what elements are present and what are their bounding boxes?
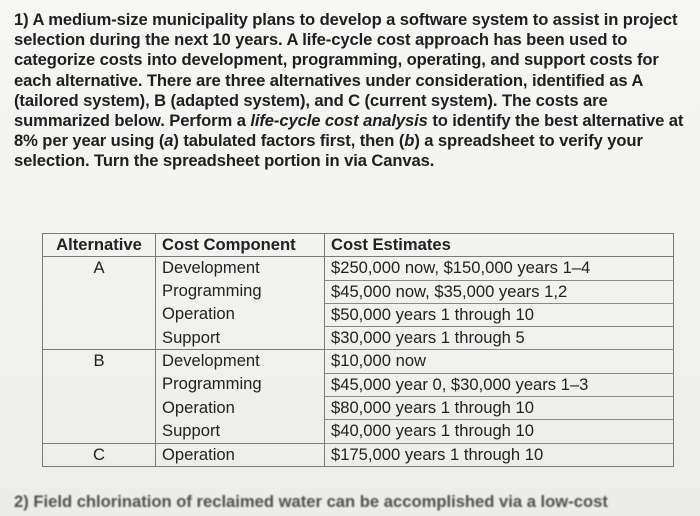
table-row [43,327,674,350]
cell-estimate: $250,000 now, $150,000 years 1–4 [325,257,674,280]
cell-component: Development [156,350,325,373]
cell-component: Operation [156,303,325,326]
cell-alternative [43,420,156,443]
problem-statement [14,10,696,172]
cell-estimate: $30,000 years 1 through 5 [325,327,674,350]
header-cost-estimates: Cost Estimates [325,234,674,257]
cell-alternative [43,373,156,396]
cell-component: Support [156,327,325,350]
problem-letter-b: b [404,131,415,151]
table-header-row [43,234,674,257]
cell-alternative [43,280,156,303]
cell-alternative [43,303,156,326]
problem-italic-term: life-cycle cost analysis [250,111,428,131]
cell-estimate: $50,000 years 1 through 10 [325,303,674,326]
table-row [43,397,674,420]
table-row [43,443,674,466]
problem-text-part3: ) tabulated factors first, then ( [173,131,405,151]
cell-estimate: $45,000 now, $35,000 years 1,2 [325,280,674,303]
cell-component: Operation [156,397,325,420]
problem-letter-a: a [164,131,174,151]
cell-alternative: A [43,257,156,280]
table-row [43,280,674,303]
problem-text-part2: to identify the best alternative at 8% per year using ( [14,111,684,151]
cell-alternative: B [43,350,156,373]
cell-estimate: $45,000 year 0, $30,000 years 1–3 [325,373,674,396]
cell-estimate: $80,000 years 1 through 10 [325,397,674,420]
next-problem-text: 2) Field chlorination of reclaimed water can be accomplished via a low-cost [14,492,608,511]
cost-table [42,233,674,467]
cell-estimate: $10,000 now [325,350,674,373]
cell-component: Programming [156,280,325,303]
cell-component: Development [156,257,325,280]
problem-text-part1: 1) A medium-size municipality plans to develop a software system to assist in project selection during the next 10 years. A life-cycle cost approach has been used to categorize costs into development, programming, operating, and support costs for each alternative. There are three alternatives under consideration, identified as A (tailored system), B (adapted system), and C (current system). The costs are summarized below. Perform a [14,10,678,131]
cell-component: Operation [156,443,325,466]
table-row [43,350,674,373]
cell-component: Programming [156,373,325,396]
cell-alternative: C [43,443,156,466]
header-alternative: Alternative [43,234,156,257]
cell-estimate: $175,000 years 1 through 10 [325,443,674,466]
problem-text-part4: ) a spreadsheet to verify your selection. Turn the spreadsheet portion in via Canvas. [14,131,643,171]
header-cost-component: Cost Component [156,234,325,257]
table-row [43,257,674,280]
table-row [43,303,674,326]
table-row [43,420,674,443]
cell-estimate: $40,000 years 1 through 10 [325,420,674,443]
cell-component: Support [156,420,325,443]
cell-alternative [43,397,156,420]
cell-alternative [43,327,156,350]
table-row [43,373,674,396]
